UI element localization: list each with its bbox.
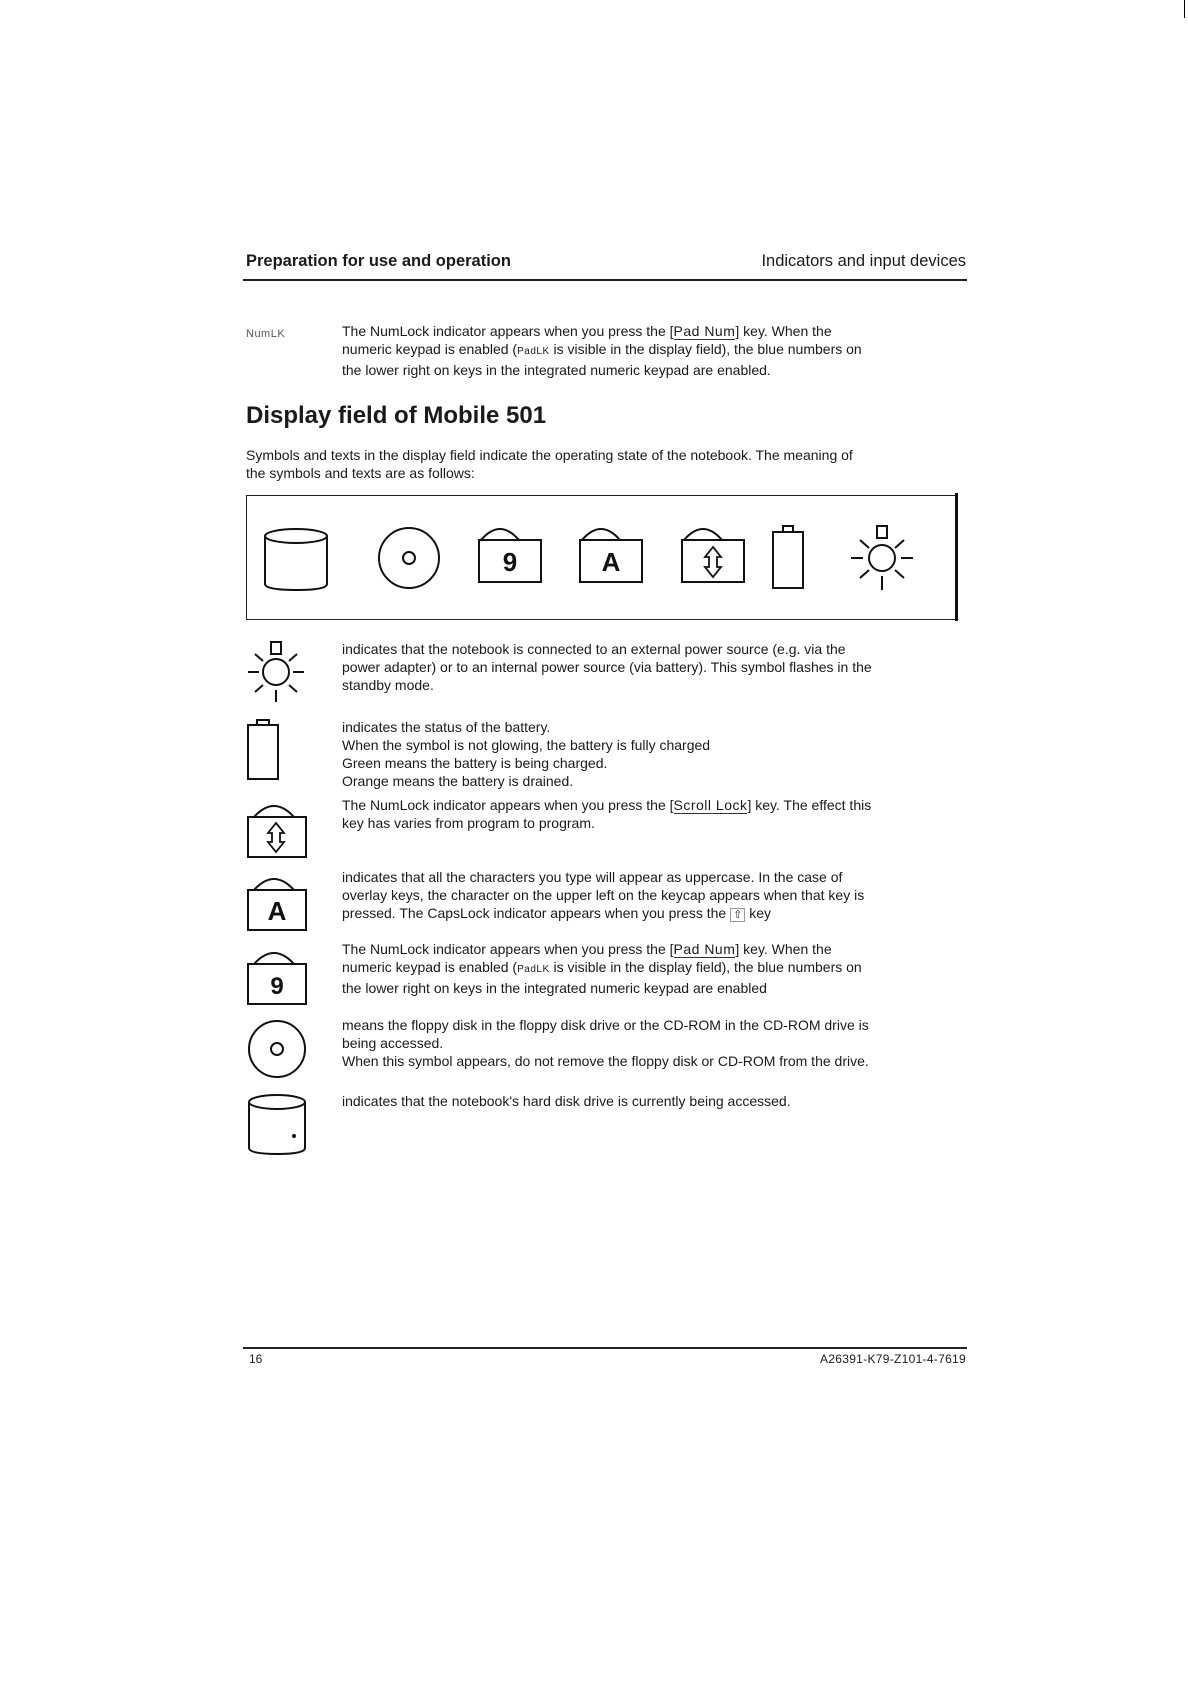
battery-line-2: When the symbol is not glowing, the battery is fully charged <box>342 737 711 753</box>
scroll-line-1: The NumLock indicator appears when you press the [Scroll Lock] key. The effect this <box>342 797 872 813</box>
pad-num-key-2: Pad Num <box>673 941 736 957</box>
intro-paragraph <box>246 446 966 482</box>
caps-line-1: indicates that all the characters you type will appear as uppercase. In the case of <box>342 869 843 885</box>
document-code: A26391-K79-Z101-4-7619 <box>819 1352 966 1366</box>
numlock-line-1: The NumLock indicator appears when you press the [Pad Num] key. When the <box>342 323 832 339</box>
scroll-lock-icon <box>246 797 310 859</box>
battery-line-1: indicates the status of the battery. <box>342 719 551 735</box>
hard-disk-description <box>342 1092 962 1110</box>
display-field-panel <box>246 495 956 620</box>
numlock-line-3: the lower right on keys in the integrated numeric keypad are enabled. <box>342 362 771 378</box>
battery-line-3: Green means the battery is being charged. <box>342 755 608 771</box>
disc-drive-icon <box>246 1018 308 1080</box>
power-line-3: standby mode. <box>342 677 434 693</box>
hard-disk-icon <box>246 1092 308 1158</box>
caps-symbol: A <box>267 896 287 926</box>
header-chapter-title: Preparation for use and operation <box>246 252 511 270</box>
shift-key-icon: ⇧ <box>730 908 745 922</box>
display-symbols-strip <box>247 496 955 618</box>
num-line-1: The NumLock indicator appears when you press the [Pad Num] key. When the <box>342 941 832 957</box>
panel-scroll-lock-icon <box>682 529 744 582</box>
hdd-line-1: indicates that the notebook's hard disk drive is currently being accessed. <box>342 1093 791 1109</box>
num-symbol: 9 <box>270 973 284 1000</box>
panel-caps-symbol: A <box>601 547 621 577</box>
battery-line-4: Orange means the battery is drained. <box>342 773 574 789</box>
num-line-2: numeric keypad is enabled (PadLK is visible in the display field), the blue numbers on <box>342 959 862 975</box>
power-line-1: indicates that the notebook is connected to an external power source (e.g. via the <box>342 641 846 657</box>
power-description <box>342 640 962 694</box>
num-lock-description <box>342 940 962 997</box>
panel-disc-drive-icon <box>379 528 439 588</box>
intro-line-2: the symbols and texts are as follows: <box>246 465 475 481</box>
section-heading: Display field of Mobile 501 <box>246 402 547 429</box>
caps-lock-description <box>342 868 962 924</box>
page-number: 16 <box>249 1352 263 1366</box>
intro-line-1: Symbols and texts in the display field indicate the operating state of the notebook. The meaning of <box>246 447 853 463</box>
panel-num-symbol: 9 <box>502 547 518 577</box>
power-line-2: power adapter) or to an internal power source (via battery). This symbol flashes in the <box>342 659 872 675</box>
panel-hard-disk-icon <box>265 529 327 590</box>
num-lock-icon <box>246 944 310 1006</box>
panel-power-sun-icon <box>851 526 913 590</box>
numlock-paragraph <box>342 322 962 379</box>
panel-battery-icon <box>773 526 803 588</box>
disc-description <box>342 1016 972 1070</box>
disc-line-3: When this symbol appears, do not remove the floppy disk or CD-ROM from the drive. <box>342 1053 869 1069</box>
scroll-lock-key: Scroll Lock <box>673 797 748 813</box>
pad-num-key: Pad Num <box>673 323 736 339</box>
padlk-inline-text-2: PadLK <box>517 964 550 975</box>
page-edge-mark <box>1184 0 1185 18</box>
panel-caps-lock-icon <box>580 529 642 582</box>
disc-line-1: means the floppy disk in the floppy disk drive or the CD-ROM in the CD-ROM drive is <box>342 1017 869 1033</box>
footer-rule <box>243 1347 967 1349</box>
numlock-line-2: numeric keypad is enabled (PadLK is visible in the display field), the blue numbers on <box>342 341 862 357</box>
battery-icon <box>246 718 286 782</box>
caps-line-2: overlay keys, the character on the upper left on the keycap appears when that key is <box>342 887 865 903</box>
padlk-inline-text: PadLK <box>517 346 550 357</box>
caps-line-3: pressed. The CapsLock indicator appears when you press the ⇧ key <box>342 905 771 921</box>
page-header <box>246 250 966 276</box>
caps-lock-icon <box>246 870 310 932</box>
header-rule <box>243 279 967 281</box>
battery-description <box>342 718 962 790</box>
disc-line-2: being accessed. <box>342 1035 444 1051</box>
scroll-line-2: key has varies from program to program. <box>342 815 595 831</box>
panel-num-lock-icon <box>479 529 541 582</box>
power-sun-icon <box>246 640 306 704</box>
scroll-lock-description <box>342 796 962 832</box>
panel-right-rule <box>955 493 958 621</box>
numlock-side-label: NumLK <box>246 328 286 340</box>
num-line-3: the lower right on keys in the integrated numeric keypad are enabled <box>342 980 767 996</box>
header-section-title: Indicators and input devices <box>761 252 966 270</box>
